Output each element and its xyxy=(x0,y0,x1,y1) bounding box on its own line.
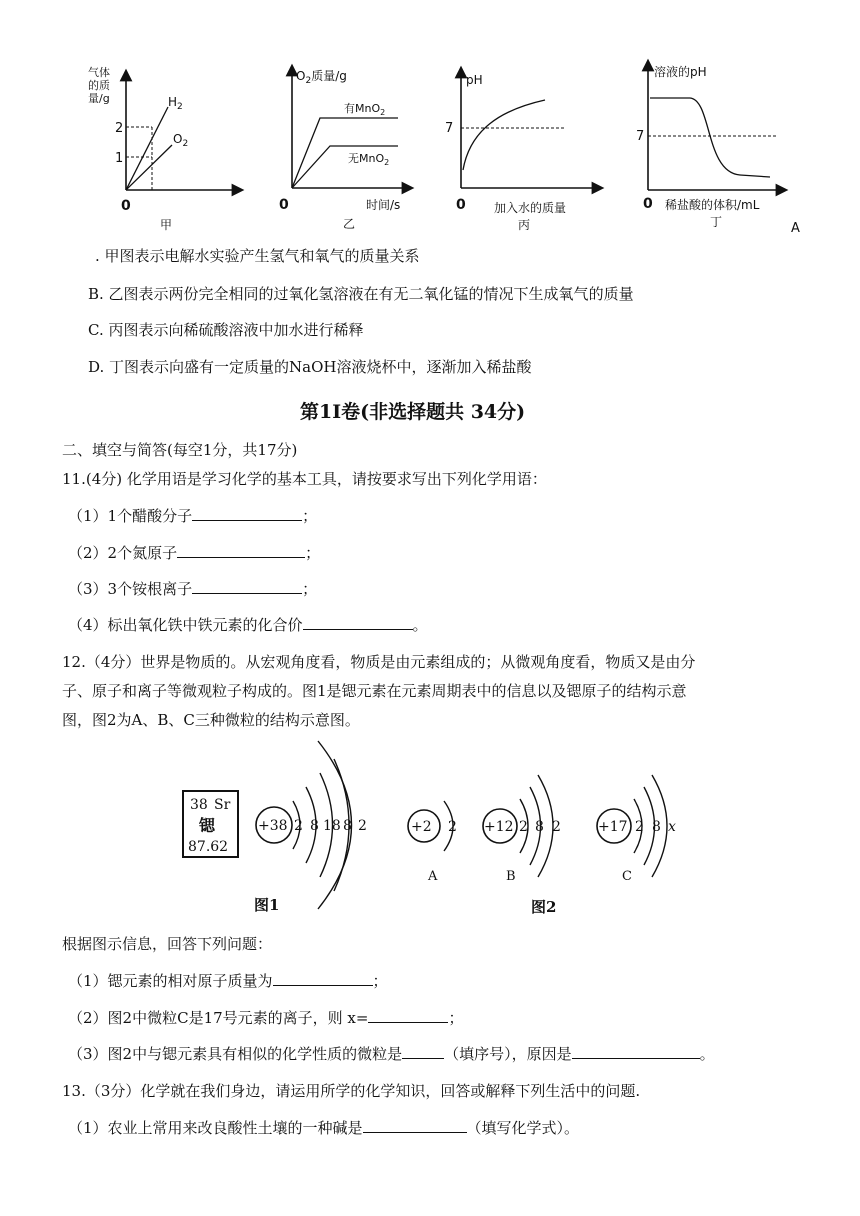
q13-sub-1 xyxy=(68,1117,579,1138)
svg-text:B: B xyxy=(506,869,516,884)
jia-ylabel: 量/g xyxy=(88,92,110,105)
jia-ylabel: 的质 xyxy=(88,79,110,92)
svg-text:+17: +17 xyxy=(598,819,628,835)
yi-with-label: 有MnO$_2$ xyxy=(344,102,386,117)
jia-h2-line xyxy=(126,107,168,190)
q12-sub-3-text: （填序号），原因是 xyxy=(444,1045,572,1063)
svg-text:8: 8 xyxy=(535,819,544,835)
q11-item-3-text: （3）3个铵根离子 xyxy=(68,580,193,598)
q12-line-2: 子、原子和离子等微观粒子构成的。图1是锶元素在元素周期表中的信息以及锶原子的结构示意 xyxy=(62,682,687,700)
q12-sub-3-text: （3）图2中与锶元素具有相似的化学性质的微粒是 xyxy=(68,1045,403,1063)
q12-line-1: 12.（4分）世界是物质的。从宏观角度看，物质是由元素组成的；从微观角度看，物质又是由分 xyxy=(62,653,696,671)
q11-item-1-text: （1）1个醋酸分子 xyxy=(68,507,193,525)
q11-item-4: （4）标出氧化铁中铁元素的化合价 。 xyxy=(68,616,428,634)
q12-sub-2-text: （2）图2中微粒C是17号元素的离子，则 x= xyxy=(68,1009,369,1027)
particle-c-diagram xyxy=(597,775,676,884)
q13-sub-1-text: （填写化学式）。 xyxy=(466,1119,580,1137)
q11-item-2: （2）2个氮原子 ； xyxy=(68,544,321,562)
yi-ylabel: $O_2$质量/g xyxy=(296,69,347,86)
jia-origin: 0 xyxy=(121,198,131,214)
q12-sub-1-text: （1）锶元素的相对原子质量为 xyxy=(68,972,273,990)
graph-yi xyxy=(279,68,408,231)
ding-ylabel: 溶液的pH xyxy=(654,65,707,79)
atomic-structure-figure xyxy=(0,735,860,925)
q12-sub-2: （2）图2中微粒C是17号元素的离子，则 x= ； xyxy=(68,1009,464,1027)
figure-2-caption: 图2 xyxy=(531,898,557,916)
bing-tick-7: 7 xyxy=(445,121,454,136)
element-tile-sr xyxy=(183,791,238,857)
answer-blank[interactable] xyxy=(303,614,413,630)
ding-tick-7: 7 xyxy=(636,129,645,144)
answer-blank[interactable] xyxy=(273,970,373,986)
svg-text:C: C xyxy=(622,869,632,884)
answer-blank[interactable] xyxy=(402,1043,444,1059)
svg-text:38: 38 xyxy=(190,797,208,813)
q11-item-2-text: （2）2个氮原子 xyxy=(68,544,178,562)
answer-blank[interactable] xyxy=(177,542,305,558)
option-a: . 甲图表示电解水实验产生氢气和氧气的质量关系 xyxy=(95,247,420,265)
yi-caption: 乙 xyxy=(343,217,356,231)
figure-1-caption: 图1 xyxy=(254,896,280,914)
svg-text:18: 18 xyxy=(323,818,341,834)
svg-text:2: 2 xyxy=(519,819,528,835)
ding-caption: 丁 xyxy=(710,215,723,229)
svg-text:+12: +12 xyxy=(484,819,514,835)
svg-text:8: 8 xyxy=(652,819,661,835)
answer-mark: A xyxy=(791,221,800,236)
answer-blank[interactable] xyxy=(572,1043,700,1059)
svg-text:2: 2 xyxy=(358,818,367,834)
particle-b-diagram xyxy=(483,775,561,884)
q12-sub-1: （1）锶元素的相对原子质量为 ； xyxy=(68,972,388,990)
q11-stem: 11.(4分) 化学用语是学习化学的基本工具，请按要求写出下列化学用语： xyxy=(62,470,547,488)
q12-line-3: 图，图2为A、B、C三种微粒的结构示意图。 xyxy=(62,711,360,729)
yi-origin: 0 xyxy=(279,197,289,213)
svg-text:x: x xyxy=(668,819,676,835)
jia-tick-2: 2 xyxy=(115,121,124,136)
yi-xlabel: 时间/s xyxy=(366,198,401,212)
section-title: 二、填空与简答(每空1分，共17分) xyxy=(62,441,298,459)
svg-text:2: 2 xyxy=(448,819,457,835)
option-c: C. 丙图表示向稀硫酸溶液中加水进行稀释 xyxy=(88,321,364,339)
ding-xlabel: 稀盐酸的体积/mL xyxy=(665,198,760,212)
answer-blank[interactable] xyxy=(192,578,302,594)
ding-curve xyxy=(650,98,770,177)
particle-a-diagram xyxy=(408,801,457,884)
q13-stem: 13.（3分）化学就在我们身边，请运用所学的化学知识，回答或解释下列生活中的问题. xyxy=(62,1082,641,1100)
answer-blank[interactable] xyxy=(192,505,302,521)
svg-text:87.62: 87.62 xyxy=(188,839,229,855)
q12-prompt: 根据图示信息，回答下列问题： xyxy=(62,935,273,953)
bing-curve xyxy=(463,100,545,170)
jia-caption: 甲 xyxy=(160,218,173,232)
bing-ylabel: pH xyxy=(466,73,483,87)
jia-h2-label: $H_2$ xyxy=(168,95,183,112)
svg-text:2: 2 xyxy=(294,818,303,834)
svg-text:8: 8 xyxy=(310,818,319,834)
graph-bing xyxy=(445,72,598,232)
svg-text:+2: +2 xyxy=(411,819,432,835)
q11-item-4-text: （4）标出氧化铁中铁元素的化合价 xyxy=(68,616,303,634)
svg-text:Sr: Sr xyxy=(214,797,231,813)
option-b: B. 乙图表示两份完全相同的过氧化氢溶液在有无二氧化锰的情况下生成氧气的质量 xyxy=(88,285,634,303)
answer-blank[interactable] xyxy=(368,1007,448,1023)
answer-blank[interactable] xyxy=(363,1117,467,1133)
q11-item-3: （3）3个铵根离子 ； xyxy=(68,580,318,598)
option-d: D. 丁图表示向盛有一定质量的NaOH溶液烧杯中，逐渐加入稀盐酸 xyxy=(88,358,532,376)
graph-ding xyxy=(636,64,782,229)
q11-item-1: （1）1个醋酸分子 ； xyxy=(68,507,318,525)
jia-o2-line xyxy=(126,145,172,190)
graphs-figure xyxy=(0,0,860,240)
bing-xlabel: 加入水的质量 xyxy=(494,201,567,215)
jia-o2-label: $O_2$ xyxy=(173,132,189,149)
sr-atom-diagram xyxy=(256,741,367,909)
q12-sub-3: （3）图2中与锶元素具有相似的化学性质的微粒是 （填序号），原因是 。 xyxy=(68,1045,715,1063)
svg-text:锶: 锶 xyxy=(199,816,216,835)
jia-ylabel: 气体 xyxy=(88,66,110,79)
svg-text:+38: +38 xyxy=(258,818,288,834)
yi-without-label: 无MnO$_2$ xyxy=(348,152,390,167)
graph-jia xyxy=(88,65,238,232)
part2-title: 第1I卷(非选择题共 34分) xyxy=(300,401,526,423)
q13-sub-1-text: （1）农业上常用来改良酸性土壤的一种碱是 xyxy=(68,1119,363,1137)
ding-origin: 0 xyxy=(643,196,653,212)
svg-text:2: 2 xyxy=(635,819,644,835)
bing-caption: 丙 xyxy=(518,218,531,232)
svg-text:2: 2 xyxy=(552,819,561,835)
jia-tick-1: 1 xyxy=(115,151,124,166)
bing-origin: 0 xyxy=(456,197,466,213)
svg-text:8: 8 xyxy=(343,818,352,834)
svg-text:A: A xyxy=(428,869,438,884)
